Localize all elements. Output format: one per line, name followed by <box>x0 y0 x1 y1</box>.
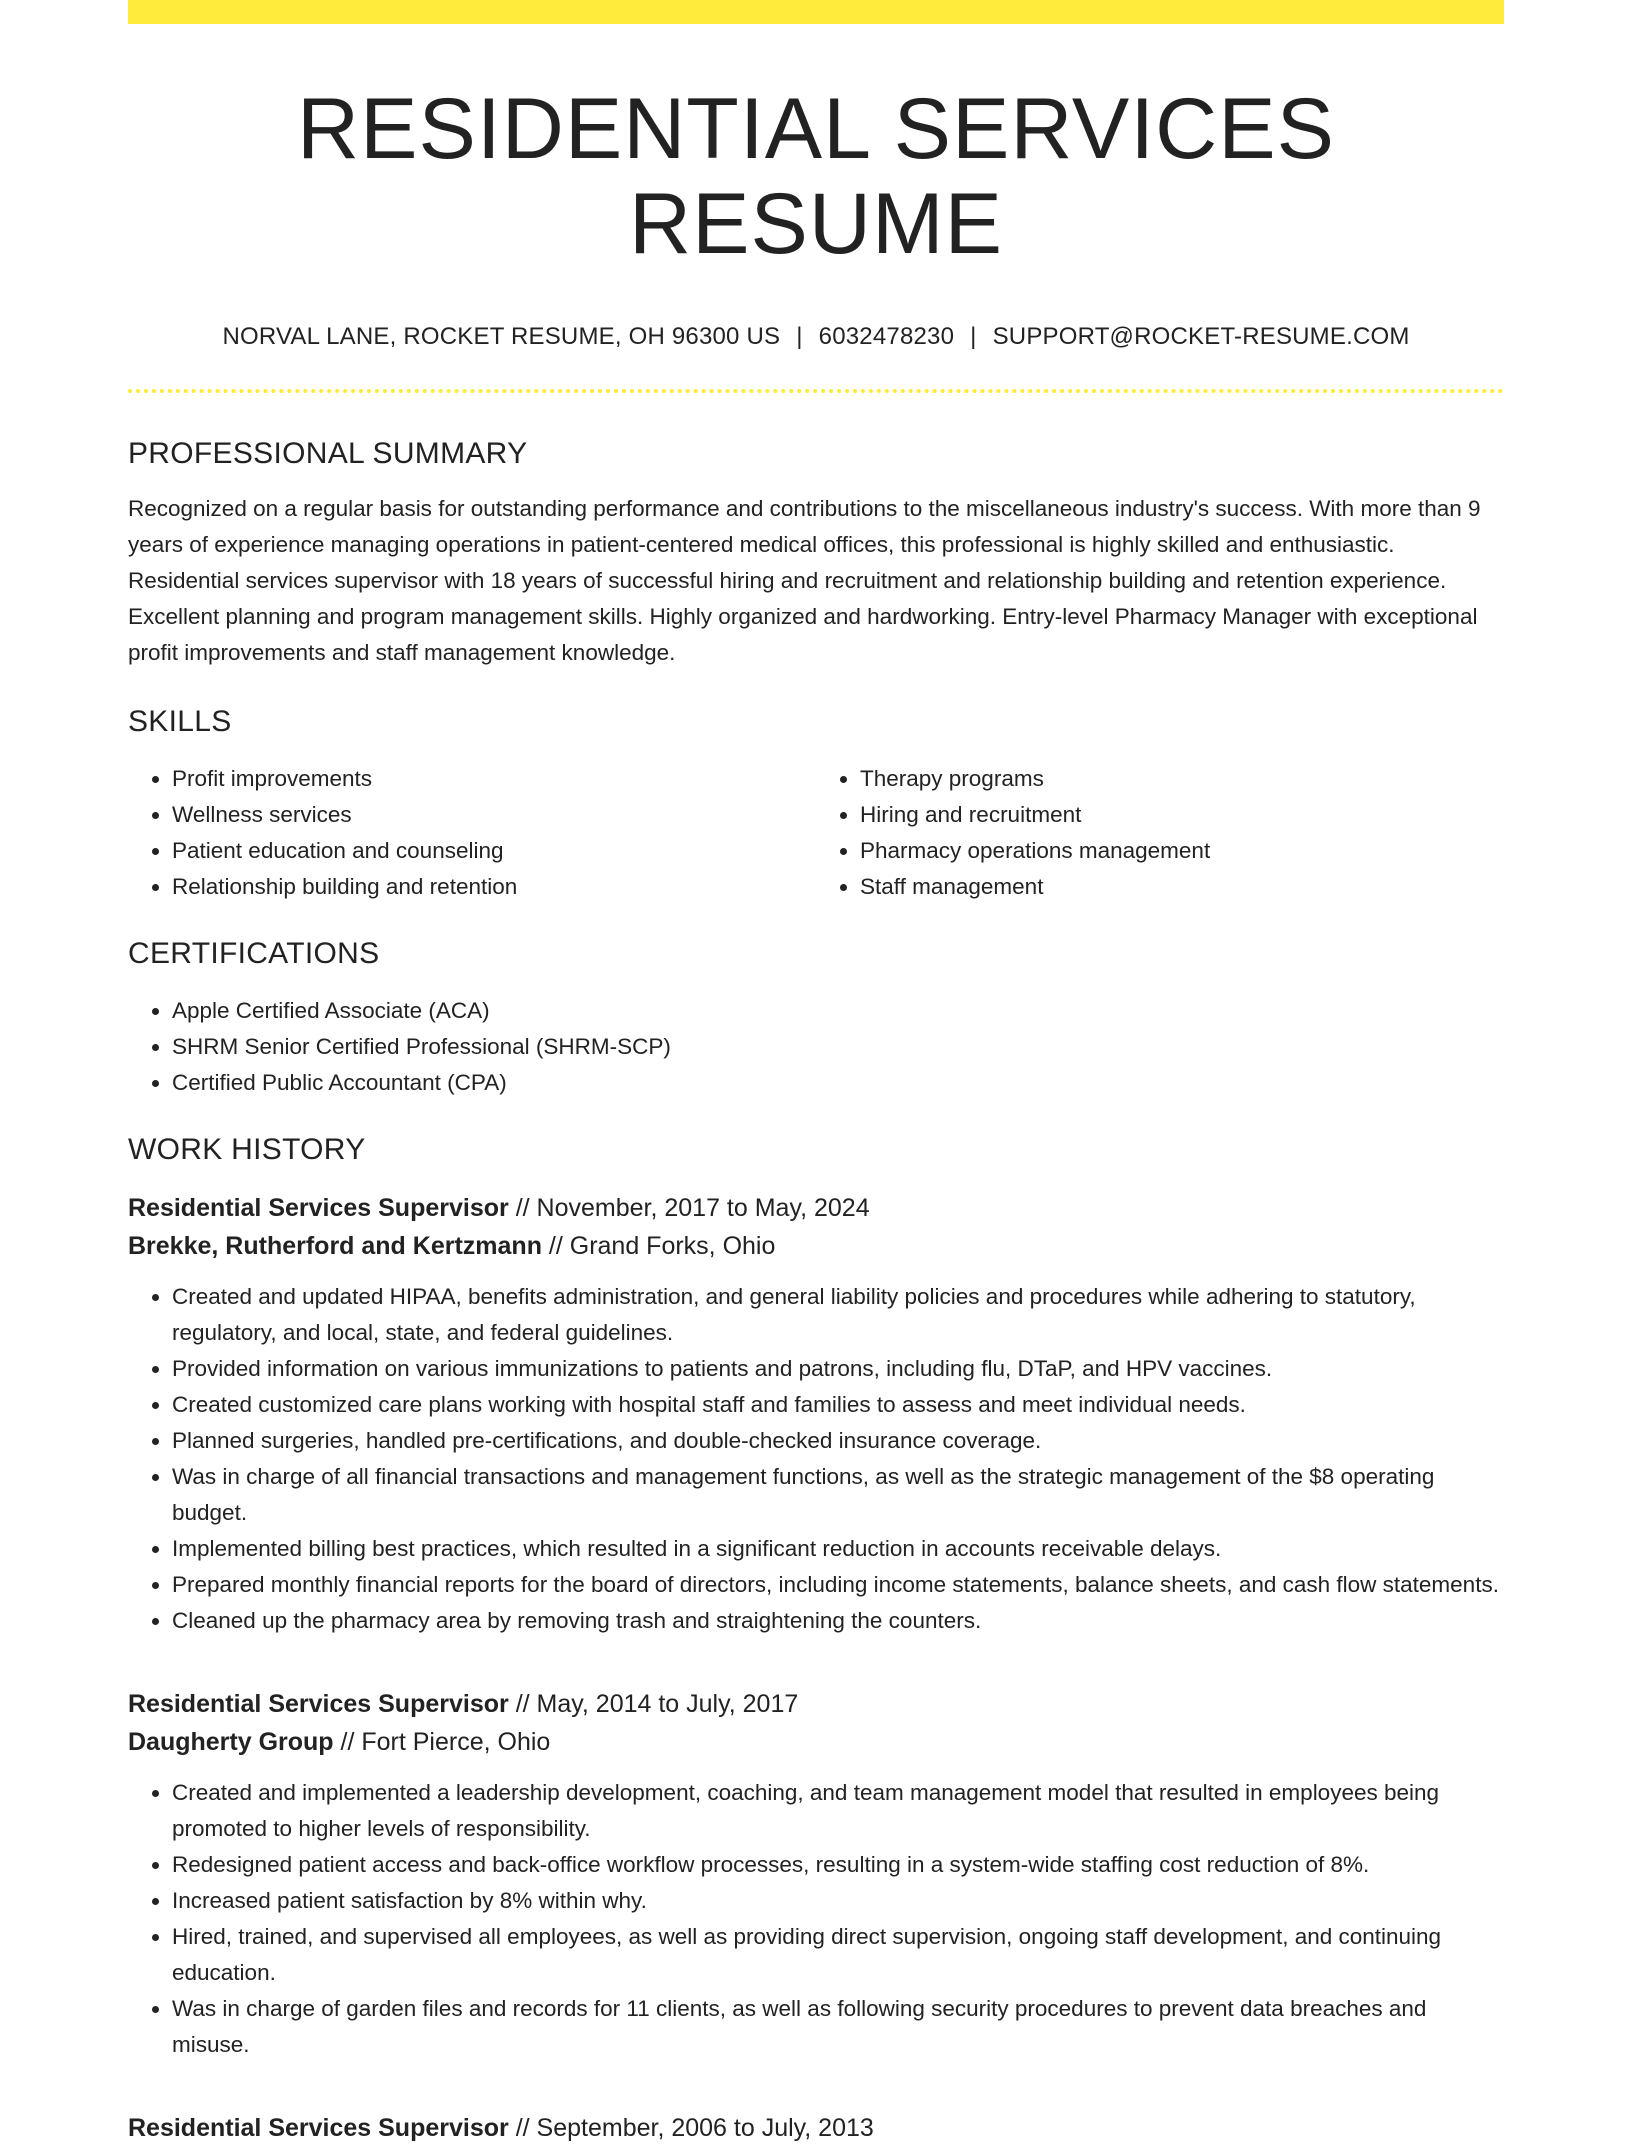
certifications-list <box>128 993 1504 1101</box>
skill-item: • Relationship building and retention <box>172 869 816 905</box>
accent-top-bar <box>128 0 1504 24</box>
skill-item: • Profit improvements <box>172 761 816 797</box>
contact-address: NORVAL LANE, ROCKET RESUME, OH 96300 US <box>222 323 781 351</box>
job-bullets <box>128 1775 1504 2063</box>
resume-page <box>128 0 1504 2147</box>
certification-item: • SHRM Senior Certified Professional (SHRM-SCP) <box>172 1029 1504 1065</box>
job-bullets <box>128 1279 1504 1639</box>
contact-line <box>128 323 1504 351</box>
job-title-line <box>128 1685 1504 1723</box>
skill-item: • Patient education and counseling <box>172 833 816 869</box>
job-title-line <box>128 1189 1504 1227</box>
job-company-line <box>128 1723 1504 1761</box>
job-dates: // May, 2014 to July, 2017 <box>508 1690 799 1719</box>
summary-text: Recognized on a regular basis for outstanding performance and contributions to the miscellaneous industry's success. With more than 9 years of experience managing operations in patient-centered medical offices, this professional is highly skilled and enthusiastic. Residential services supervisor with 18 years of successful hiring and recruitment and relationship building and retention experience. Excellent planning and program management skills. Highly organized and hardworking. Entry-level Pharmacy Manager with exceptional profit improvements and staff management knowledge. <box>128 496 1481 666</box>
skills-heading: SKILLS <box>128 705 232 739</box>
job-title: Residential Services Supervisor <box>128 1690 509 1719</box>
job-location: // Grand Forks, Ohio <box>541 1232 776 1261</box>
job-bullet: • Created and updated HIPAA, benefits administration, and general liability policies and procedures while adhering to statutory, regulatory, and local, state, and federal guidelines. <box>172 1279 1504 1351</box>
skills-grid <box>128 761 1504 905</box>
certifications-heading: CERTIFICATIONS <box>128 937 380 971</box>
job-bullet: • Was in charge of all financial transactions and management functions, as well as the strategic management of the $8 operating budget. <box>172 1459 1504 1531</box>
job-bullet: • Cleaned up the pharmacy area by removing trash and straightening the counters. <box>172 1603 1504 1639</box>
job-entry <box>128 2109 1504 2147</box>
job-bullet: • Hired, trained, and supervised all employees, as well as providing direct supervision, ongoing staff development, and continuing education. <box>172 1919 1504 1991</box>
job-bullet: • Redesigned patient access and back-office workflow processes, resulting in a system-wide staffing cost reduction of 8%. <box>172 1847 1504 1883</box>
contact-separator: | <box>970 323 977 351</box>
work-history-heading: WORK HISTORY <box>128 1133 366 1167</box>
certification-item: • Certified Public Accountant (CPA) <box>172 1065 1504 1101</box>
job-company: Brekke, Rutherford and Kertzmann <box>128 1232 542 1261</box>
job-dates: // September, 2006 to July, 2013 <box>508 2114 874 2143</box>
job-title-line <box>128 2109 1504 2147</box>
job-title: Residential Services Supervisor <box>128 1194 509 1223</box>
job-bullet: • Prepared monthly financial reports for the board of directors, including income statements, balance sheets, and cash flow statements. <box>172 1567 1504 1603</box>
summary-heading: PROFESSIONAL SUMMARY <box>128 437 528 471</box>
contact-email: SUPPORT@ROCKET-RESUME.COM <box>992 323 1410 351</box>
job-title: Residential Services Supervisor <box>128 2114 509 2143</box>
job-bullet: • Increased patient satisfaction by 8% within why. <box>172 1883 1504 1919</box>
contact-separator: | <box>796 323 803 351</box>
job-company-line <box>128 1227 1504 1265</box>
job-bullet: • Implemented billing best practices, which resulted in a significant reduction in accounts receivable delays. <box>172 1531 1504 1567</box>
skill-item: • Staff management <box>860 869 1504 905</box>
dotted-divider <box>128 389 1504 393</box>
job-bullet: • Planned surgeries, handled pre-certifications, and double-checked insurance coverage. <box>172 1423 1504 1459</box>
job-dates: // November, 2017 to May, 2024 <box>508 1194 870 1223</box>
skill-item: • Therapy programs <box>860 761 1504 797</box>
skills-column-left <box>128 761 816 905</box>
skill-item: • Pharmacy operations management <box>860 833 1504 869</box>
job-entry <box>128 1685 1504 2063</box>
job-location: // Fort Pierce, Ohio <box>333 1728 551 1757</box>
resume-title: RESIDENTIAL SERVICES RESUME <box>297 81 1335 272</box>
job-bullet: • Created customized care plans working with hospital staff and families to assess and meet individual needs. <box>172 1387 1504 1423</box>
job-bullet: • Was in charge of garden files and records for 11 clients, as well as following security procedures to prevent data breaches and misuse. <box>172 1991 1504 2063</box>
certification-item: • Apple Certified Associate (ACA) <box>172 993 1504 1029</box>
job-bullet: • Created and implemented a leadership development, coaching, and team management model that resulted in employees being promoted to higher levels of responsibility. <box>172 1775 1504 1847</box>
job-company: Daugherty Group <box>128 1728 334 1757</box>
skills-column-right <box>816 761 1504 905</box>
contact-phone: 6032478230 <box>818 323 955 351</box>
skill-item: • Wellness services <box>172 797 816 833</box>
skill-item: • Hiring and recruitment <box>860 797 1504 833</box>
job-entry <box>128 1189 1504 1639</box>
job-bullet: • Provided information on various immunizations to patients and patrons, including flu, DTaP, and HPV vaccines. <box>172 1351 1504 1387</box>
